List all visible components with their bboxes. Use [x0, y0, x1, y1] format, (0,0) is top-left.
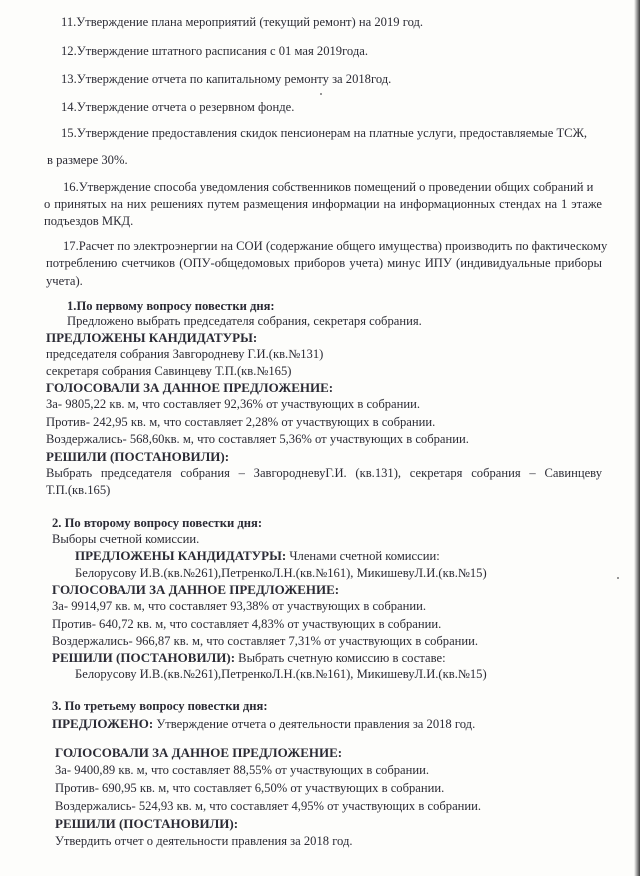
q2-voted-heading: ГОЛОСОВАЛИ ЗА ДАННОЕ ПРЕДЛОЖЕНИЕ: — [52, 582, 340, 597]
q1-vote-abstained: Воздержались- 568,60кв. м, что составляет 5,36% от участвующих в собрании. — [46, 432, 469, 446]
agenda-item-14: 14.Утверждение отчета о резервном фонде. — [61, 100, 295, 114]
agenda-item-16: 16.Утверждение способа уведомления собственников помещений о проведении общих собраний и — [63, 180, 594, 194]
q2-members: Белорусову И.В.(кв.№261),ПетренкоЛ.Н.(кв.№161), МикишевуЛ.И.(кв.№15) — [75, 566, 487, 580]
scan-speck — [320, 93, 322, 95]
q2-members-again: Белорусову И.В.(кв.№261),ПетренкоЛ.Н.(кв.№161), МикишевуЛ.И.(кв.№15) — [75, 667, 487, 681]
q1-voted-heading: ГОЛОСОВАЛИ ЗА ДАННОЕ ПРЕДЛОЖЕНИЕ: — [46, 380, 334, 395]
q3-vote-for: За- 9400,89 кв. м, что составляет 88,55% от участвующих в собрании. — [55, 763, 430, 777]
q1-decided-heading: РЕШИЛИ (ПОСТАНОВИЛИ): — [46, 449, 230, 464]
q2-vote-abstained: Воздержались- 966,87 кв. м, что составляет 7,31% от участвующих в собрании. — [52, 634, 479, 648]
agenda-item-15-cont: в размере 30%. — [47, 153, 128, 167]
q1-candidate-chair: председателя собрания Завгородневу Г.И.(кв.№131) — [46, 347, 324, 361]
q3-vote-abstained: Воздержались- 524,93 кв. м, что составляет 4,95% от участвующих в собрании. — [55, 799, 482, 813]
agenda-item-12: 12.Утверждение штатного расписания с 01 мая 2019года. — [61, 44, 369, 58]
q3-voted-heading: ГОЛОСОВАЛИ ЗА ДАННОЕ ПРЕДЛОЖЕНИЕ: — [55, 745, 343, 760]
q2-decided — [52, 650, 446, 666]
q3-decided-heading: РЕШИЛИ (ПОСТАНОВИЛИ): — [55, 816, 239, 831]
q2-decided-heading: РЕШИЛИ (ПОСТАНОВИЛИ): — [52, 650, 236, 665]
q2-vote-for: За- 9914,97 кв. м, что составляет 93,38% от участвующих в собрании. — [52, 599, 427, 613]
agenda-item-16-line-3: подъездов МКД. — [44, 214, 134, 228]
q1-intro: Предложено выбрать председателя собрания, секретаря собрания. — [67, 314, 422, 328]
q2-candidates-heading: ПРЕДЛОЖЕНЫ КАНДИДАТУРЫ: — [75, 548, 287, 563]
agenda-item-11: 11.Утверждение плана мероприятий (текущий ремонт) на 2019 год. — [61, 15, 424, 29]
q1-vote-for: За- 9805,22 кв. м, что составляет 92,36% от участвующих в собрании. — [46, 397, 421, 411]
q1-heading: 1.По первому вопросу повестки дня: — [67, 299, 275, 313]
q2-candidates-text: Членами счетной комиссии: — [286, 549, 440, 563]
q2-candidates — [75, 548, 440, 564]
q3-proposed-heading: ПРЕДЛОЖЕНО: — [52, 716, 154, 731]
q1-candidate-secretary: секретаря собрания Савинцеву Т.П.(кв.№165) — [46, 364, 292, 378]
scan-speck — [617, 577, 619, 579]
agenda-item-15: 15.Утверждение предоставления скидок пенсионерам на платные услуги, предоставляемые ТСЖ, — [61, 126, 588, 140]
q1-vote-against: Против- 242,95 кв. м, что составляет 2,28% от участвующих в собрании. — [46, 415, 436, 429]
scan-edge-shadow — [634, 0, 640, 876]
q3-proposed-text: Утверждение отчета о деятельности правления за 2018 год. — [153, 717, 476, 731]
agenda-item-16-line-2: о принятых на них решениях путем размещения информации на информационных стендах на 1 этаже — [44, 197, 602, 211]
agenda-item-17-line-3: учета). — [46, 274, 83, 288]
q3-proposed — [52, 716, 475, 732]
q2-heading: 2. По второму вопросу повестки дня: — [52, 516, 263, 530]
q1-candidates-heading: ПРЕДЛОЖЕНЫ КАНДИДАТУРЫ: — [46, 330, 258, 345]
agenda-item-17-line-2: потреблению счетчиков (ОПУ-общедомовых приборов учета) минус ИПУ (индивидуальные приборы — [46, 256, 602, 270]
q3-decision: Утвердить отчет о деятельности правления за 2018 год. — [55, 834, 353, 848]
agenda-item-17: 17.Расчет по электроэнергии на СОИ (содержание общего имущества) производить по фактическому — [63, 239, 608, 253]
q2-decided-text: Выбрать счетную комиссию в составе: — [235, 651, 446, 665]
q3-heading: 3. По третьему вопросу повестки дня: — [52, 699, 268, 713]
q3-vote-against: Против- 690,95 кв. м, что составляет 6,50% от участвующих в собрании. — [55, 781, 445, 795]
agenda-item-13: 13.Утверждение отчета по капитальному ремонту за 2018год. — [61, 72, 392, 86]
q1-decision: Выбрать председателя собрания – ЗавгородневуГ.И. (кв.131), секретаря собрания – Савинцеву — [46, 466, 602, 480]
q2-intro: Выборы счетной комиссии. — [52, 532, 200, 546]
q1-decision-cont: Т.П.(кв.165) — [46, 483, 111, 497]
q2-vote-against: Против- 640,72 кв. м, что составляет 4,83% от участвующих в собрании. — [52, 617, 442, 631]
